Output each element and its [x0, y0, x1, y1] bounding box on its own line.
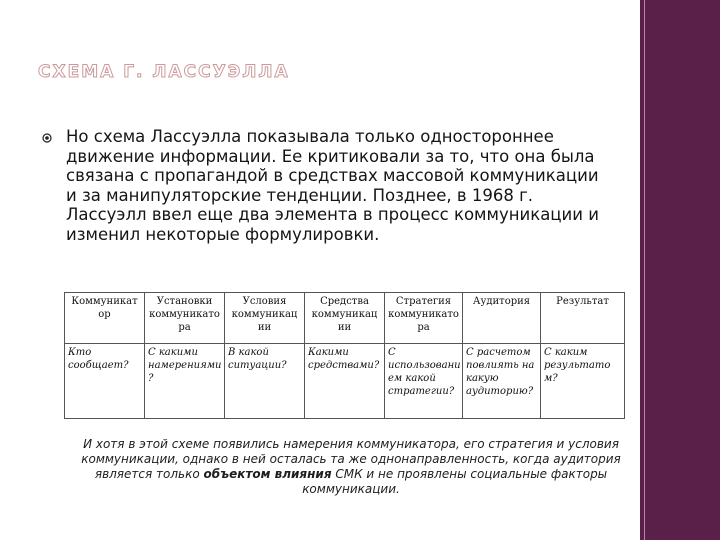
footer-text-1: И хотя в этой схеме появились намерения коммуникатора, его стратегия и условия коммуникации, однако в ней осталась та же однонаправленность, когда аудитория является только	[81, 437, 621, 481]
table-header-cell: Аудитория	[463, 293, 541, 344]
table-header-row	[65, 293, 625, 344]
table-cell: С использовани ем какой стратегии?	[385, 344, 463, 419]
footer-text-2: СМК и не проявлены социальные факторы коммуникации.	[302, 467, 608, 496]
table-cell: В какой ситуации?	[225, 344, 305, 419]
table-row	[65, 344, 625, 419]
decorative-side-band	[640, 0, 720, 540]
slide-title: СХЕМА Г. ЛАССУЭЛЛА	[38, 62, 290, 82]
table-cell: С каким результато м?	[541, 344, 625, 419]
table-cell: Кто сообщает?	[65, 344, 145, 419]
table-cell: С какими намерениями ?	[145, 344, 225, 419]
bullet-icon	[42, 133, 52, 143]
table-header-cell: Коммуникат ор	[65, 293, 145, 344]
table-header-cell: Стратегия коммуникато ра	[385, 293, 463, 344]
lasswell-table	[64, 292, 625, 419]
bullet-paragraph	[42, 127, 602, 244]
table-header-cell: Установки коммуникато ра	[145, 293, 225, 344]
bullet-text: Но схема Лассуэлла показывала только одностороннее движение информации. Ее критиковали за то, что она была связана с пропагандой в средствах массовой коммуникации и за манипуляторские тенденции. Позднее, в 1968 г. Лассуэлл ввел еще два элемента в процесс коммуникации и изменил некоторые формулировки.	[66, 127, 599, 244]
table-header-cell: Результат	[541, 293, 625, 344]
table-header-cell: Средства коммуникац ии	[305, 293, 385, 344]
table-cell: Какими средствами?	[305, 344, 385, 419]
footer-emphasis: объектом влияния	[203, 467, 332, 481]
footer-note	[70, 437, 632, 497]
decorative-divider	[644, 0, 645, 540]
table-header-cell: Условия коммуникац ии	[225, 293, 305, 344]
table-cell: С расчетом повлиять на какую аудиторию?	[463, 344, 541, 419]
